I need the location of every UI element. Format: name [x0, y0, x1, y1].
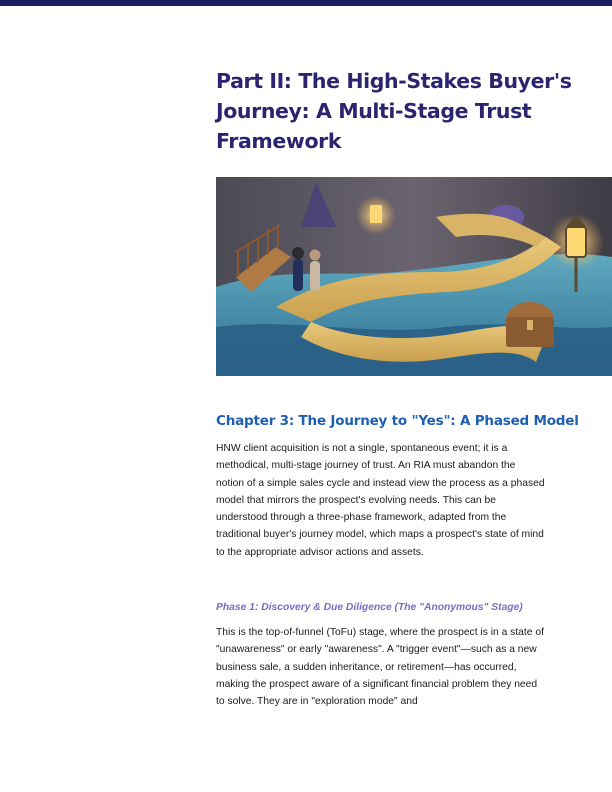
hero-image	[216, 177, 612, 376]
chapter-title: Chapter 3: The Journey to "Yes": A Phased Model	[216, 413, 579, 429]
part-title: Part II: The High-Stakes Buyer's Journey: A Multi-Stage Trust Framework	[216, 69, 572, 153]
chapter-intro-paragraph: HNW client acquisition is not a single, spontaneous event; it is a methodical, multi-stage journey of trust. An RIA must abandon the notion of a simple sales cycle and instead view the process as a phased model that mirrors the prospect's evolving needs. This can be understood through a three-phase framework, adapted from the traditional buyer's journey model, which maps a prospect's state of mind to the appropriate advisor actions and assets.	[216, 443, 545, 558]
phase-1-title: Phase 1: Discovery & Due Diligence (The "Anonymous" Stage)	[216, 602, 523, 613]
phase-1-paragraph: This is the top-of-funnel (ToFu) stage, where the prospect is in a state of "unawareness" or early "awareness". A "trigger event"—such as a new business sale, a sudden inheritance, or retirement—has occurred, making the prospect aware of a significant financial problem they need to solve. They are in "exploration mode" and	[216, 627, 544, 708]
top-accent-bar	[0, 0, 612, 6]
journey-illustration-icon	[216, 177, 612, 376]
